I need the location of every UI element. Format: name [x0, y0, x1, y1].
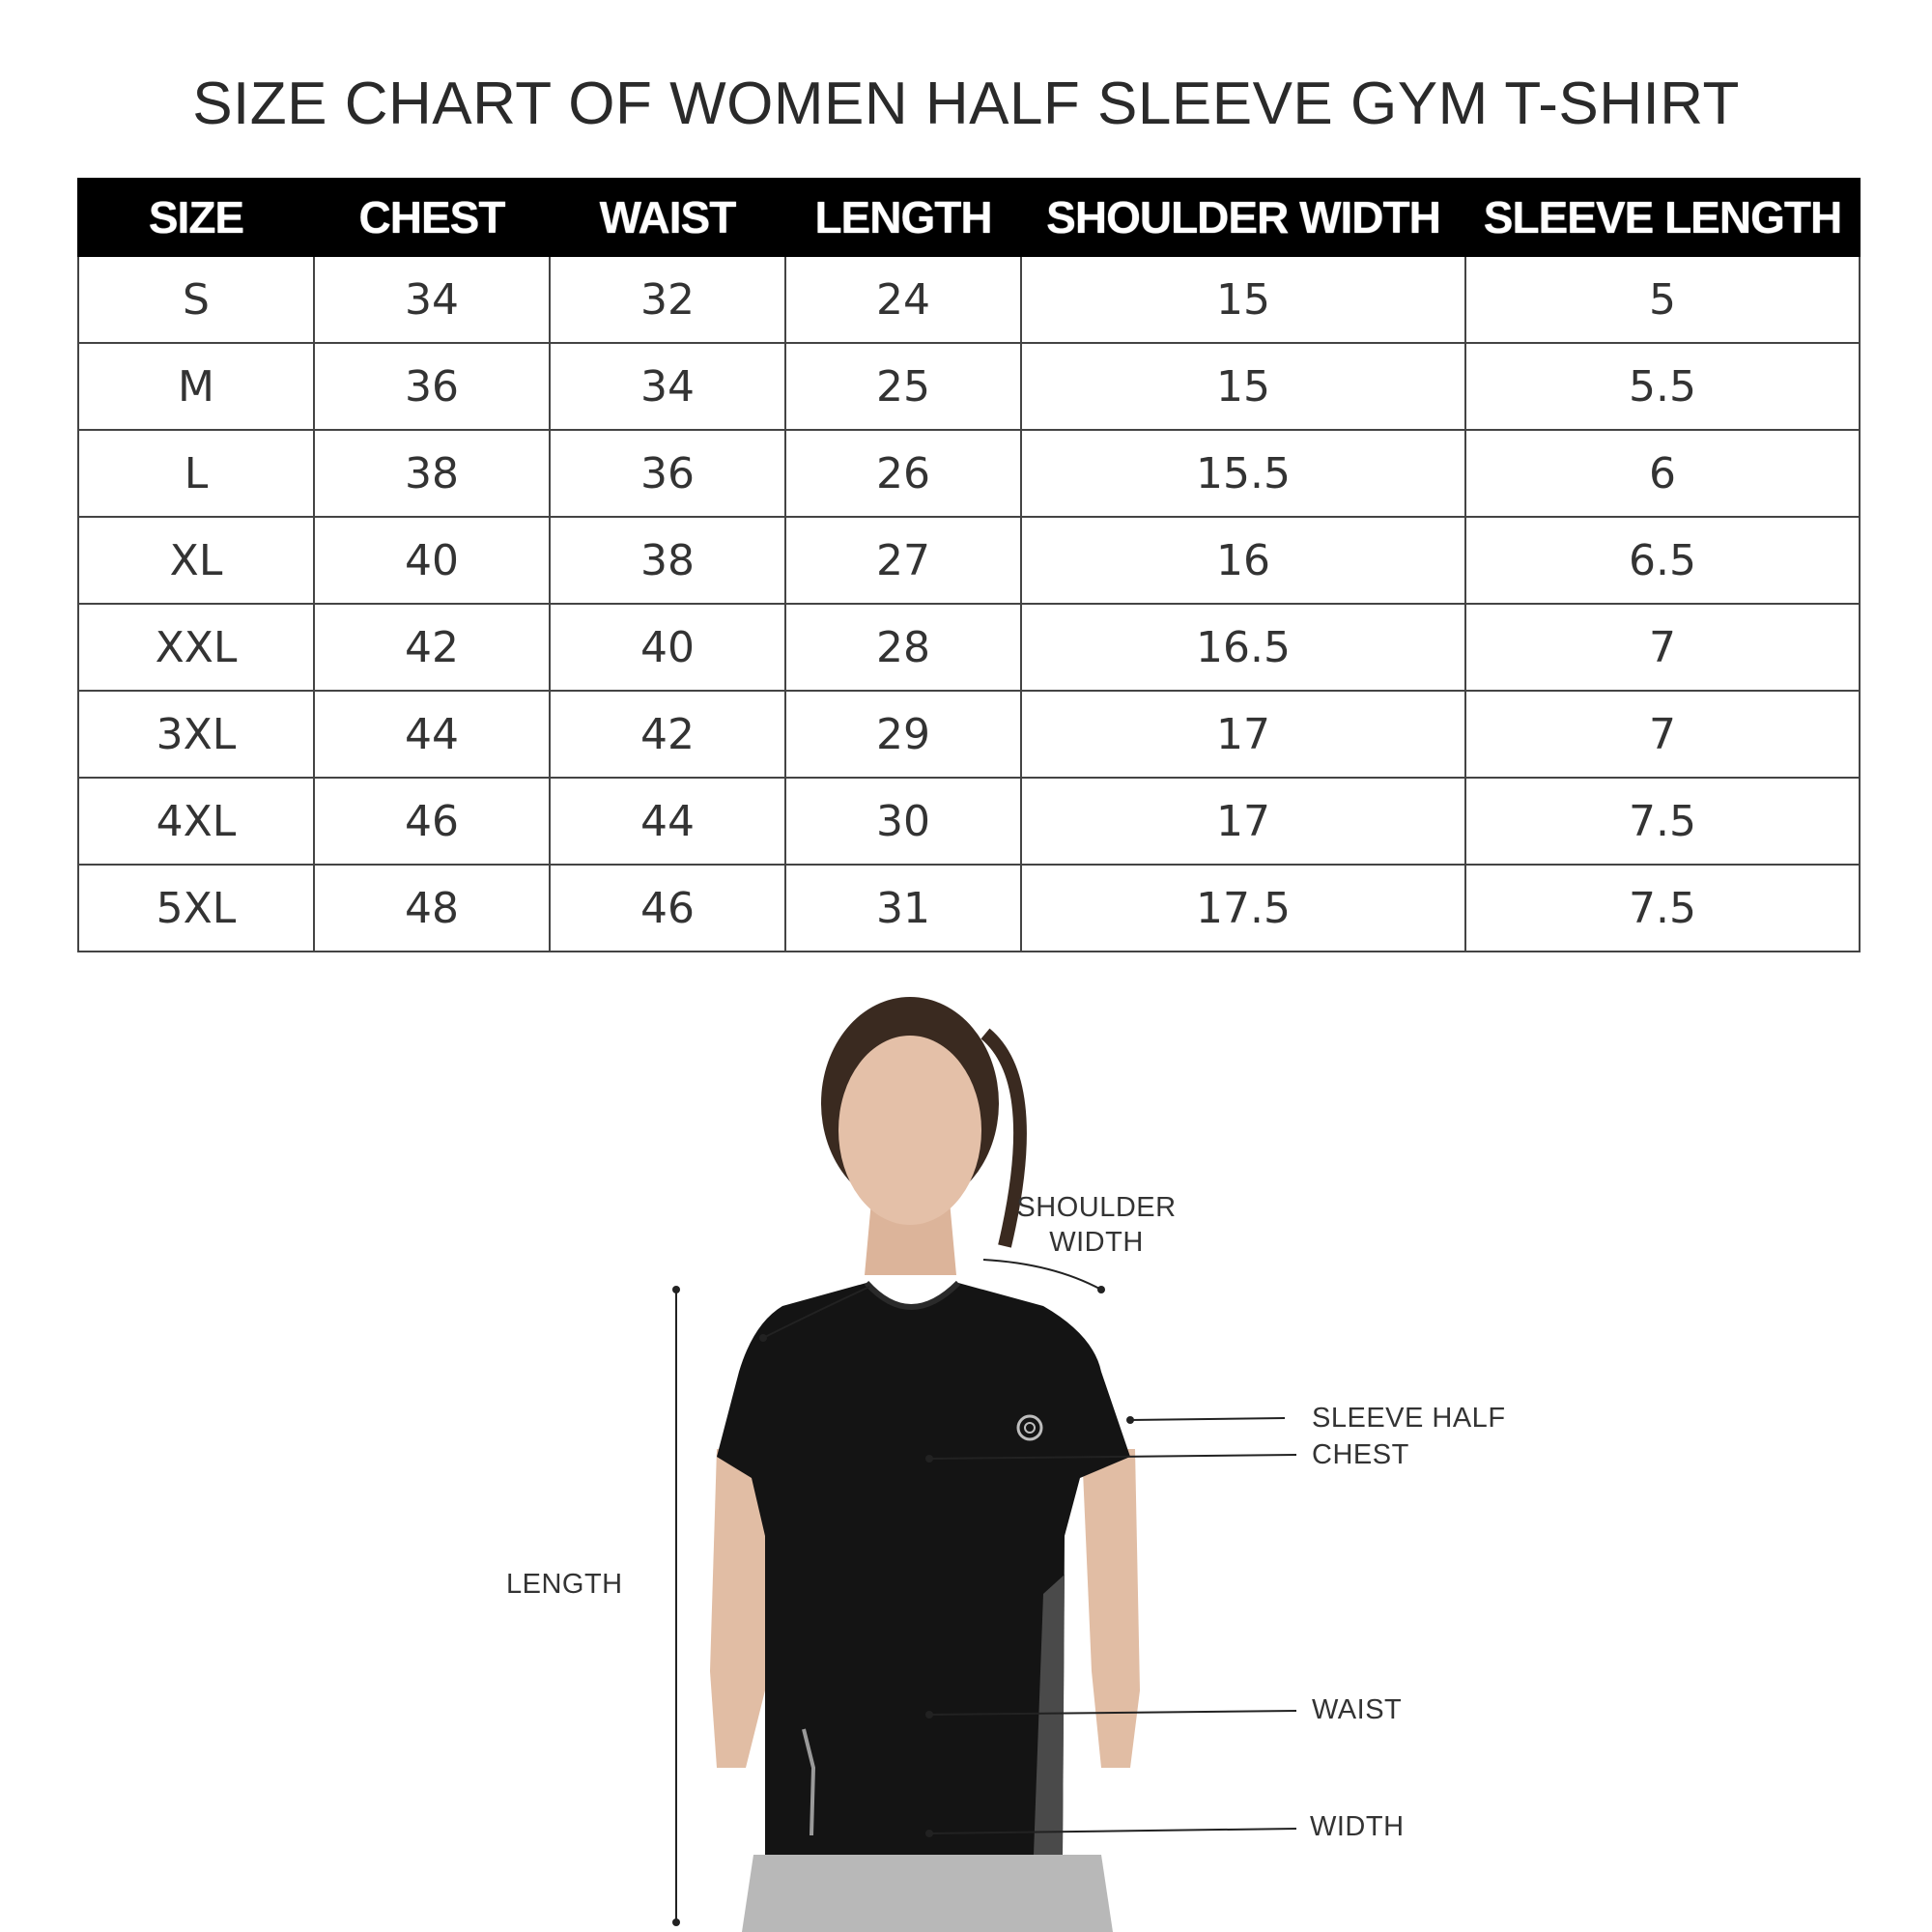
cell-shoulder-width: 17 — [1021, 691, 1465, 778]
cell-size: S — [78, 256, 314, 343]
cell-shoulder-width: 17.5 — [1021, 865, 1465, 952]
shoulder-width-label-line1: SHOULDER — [1016, 1192, 1177, 1223]
cell-length: 25 — [785, 343, 1021, 430]
cell-shoulder-width: 16.5 — [1021, 604, 1465, 691]
cell-length: 27 — [785, 517, 1021, 604]
header-chest: CHEST — [314, 179, 550, 256]
cell-sleeve-length: 5 — [1465, 256, 1860, 343]
table-row — [78, 865, 1860, 952]
header-size: SIZE — [78, 179, 314, 256]
cell-chest: 46 — [314, 778, 550, 865]
sleeve-half-label: SLEEVE HALF — [1312, 1403, 1506, 1434]
cell-size: 5XL — [78, 865, 314, 952]
shoulder-width-label-line2: WIDTH — [1049, 1227, 1144, 1258]
head-shape — [838, 1036, 981, 1225]
page-title: SIZE CHART OF WOMEN HALF SLEEVE GYM T-SHIRT — [192, 71, 1740, 137]
cell-sleeve-length: 7.5 — [1465, 778, 1860, 865]
table-row — [78, 343, 1860, 430]
cell-size: XXL — [78, 604, 314, 691]
table-row — [78, 430, 1860, 517]
sleeve-guide-line — [1130, 1418, 1285, 1420]
tshirt-shape — [717, 1283, 1130, 1855]
cell-sleeve-length: 7.5 — [1465, 865, 1860, 952]
width-label: WIDTH — [1310, 1811, 1405, 1842]
cell-length: 30 — [785, 778, 1021, 865]
cell-sleeve-length: 6.5 — [1465, 517, 1860, 604]
cell-shoulder-width: 17 — [1021, 778, 1465, 865]
cell-sleeve-length: 7 — [1465, 604, 1860, 691]
cell-sleeve-length: 5.5 — [1465, 343, 1860, 430]
cell-chest: 36 — [314, 343, 550, 430]
header-shoulder-width: SHOULDER WIDTH — [1021, 179, 1465, 256]
header-waist: WAIST — [550, 179, 785, 256]
cell-shoulder-width: 15 — [1021, 343, 1465, 430]
cell-waist: 36 — [550, 430, 785, 517]
cell-length: 26 — [785, 430, 1021, 517]
cell-waist: 42 — [550, 691, 785, 778]
cell-chest: 44 — [314, 691, 550, 778]
shoulder-guide-left-dot — [759, 1334, 767, 1342]
table-row — [78, 691, 1860, 778]
cell-waist: 44 — [550, 778, 785, 865]
width-guide-dot — [925, 1830, 933, 1837]
cell-waist: 34 — [550, 343, 785, 430]
cell-size: 3XL — [78, 691, 314, 778]
size-chart-table — [77, 178, 1861, 952]
header-sleeve-length: SLEEVE LENGTH — [1465, 179, 1860, 256]
cell-size: 4XL — [78, 778, 314, 865]
model-illustration — [464, 995, 1584, 1932]
table-row — [78, 256, 1860, 343]
model-figure — [464, 995, 1584, 1932]
length-guide-bottom-dot — [672, 1918, 680, 1926]
chest-label: CHEST — [1312, 1439, 1409, 1470]
cell-size: L — [78, 430, 314, 517]
waist-label: WAIST — [1312, 1694, 1403, 1725]
cell-shoulder-width: 15 — [1021, 256, 1465, 343]
table-row — [78, 778, 1860, 865]
cell-length: 28 — [785, 604, 1021, 691]
waist-guide-dot — [925, 1711, 933, 1719]
cell-length: 24 — [785, 256, 1021, 343]
shoulder-width-label — [995, 1190, 1198, 1260]
cell-shoulder-width: 16 — [1021, 517, 1465, 604]
cell-chest: 40 — [314, 517, 550, 604]
cell-sleeve-length: 6 — [1465, 430, 1860, 517]
table-header-row — [78, 179, 1860, 256]
cell-length: 29 — [785, 691, 1021, 778]
cell-size: M — [78, 343, 314, 430]
length-label: LENGTH — [506, 1569, 623, 1600]
cell-waist: 40 — [550, 604, 785, 691]
cell-waist: 38 — [550, 517, 785, 604]
cell-chest: 34 — [314, 256, 550, 343]
shoulder-guide-right-dot — [1097, 1286, 1105, 1293]
table-row — [78, 517, 1860, 604]
cell-chest: 38 — [314, 430, 550, 517]
shoulder-guide-right — [983, 1260, 1101, 1290]
cell-shoulder-width: 15.5 — [1021, 430, 1465, 517]
cell-length: 31 — [785, 865, 1021, 952]
cell-sleeve-length: 7 — [1465, 691, 1860, 778]
chest-guide-dot — [925, 1455, 933, 1463]
sleeve-guide-dot — [1126, 1416, 1134, 1424]
cell-size: XL — [78, 517, 314, 604]
length-guide-top-dot — [672, 1286, 680, 1293]
pants-shape — [742, 1855, 1113, 1932]
header-length: LENGTH — [785, 179, 1021, 256]
right-arm-shape — [1082, 1449, 1140, 1768]
table-row — [78, 604, 1860, 691]
cell-waist: 46 — [550, 865, 785, 952]
cell-chest: 42 — [314, 604, 550, 691]
cell-chest: 48 — [314, 865, 550, 952]
cell-waist: 32 — [550, 256, 785, 343]
